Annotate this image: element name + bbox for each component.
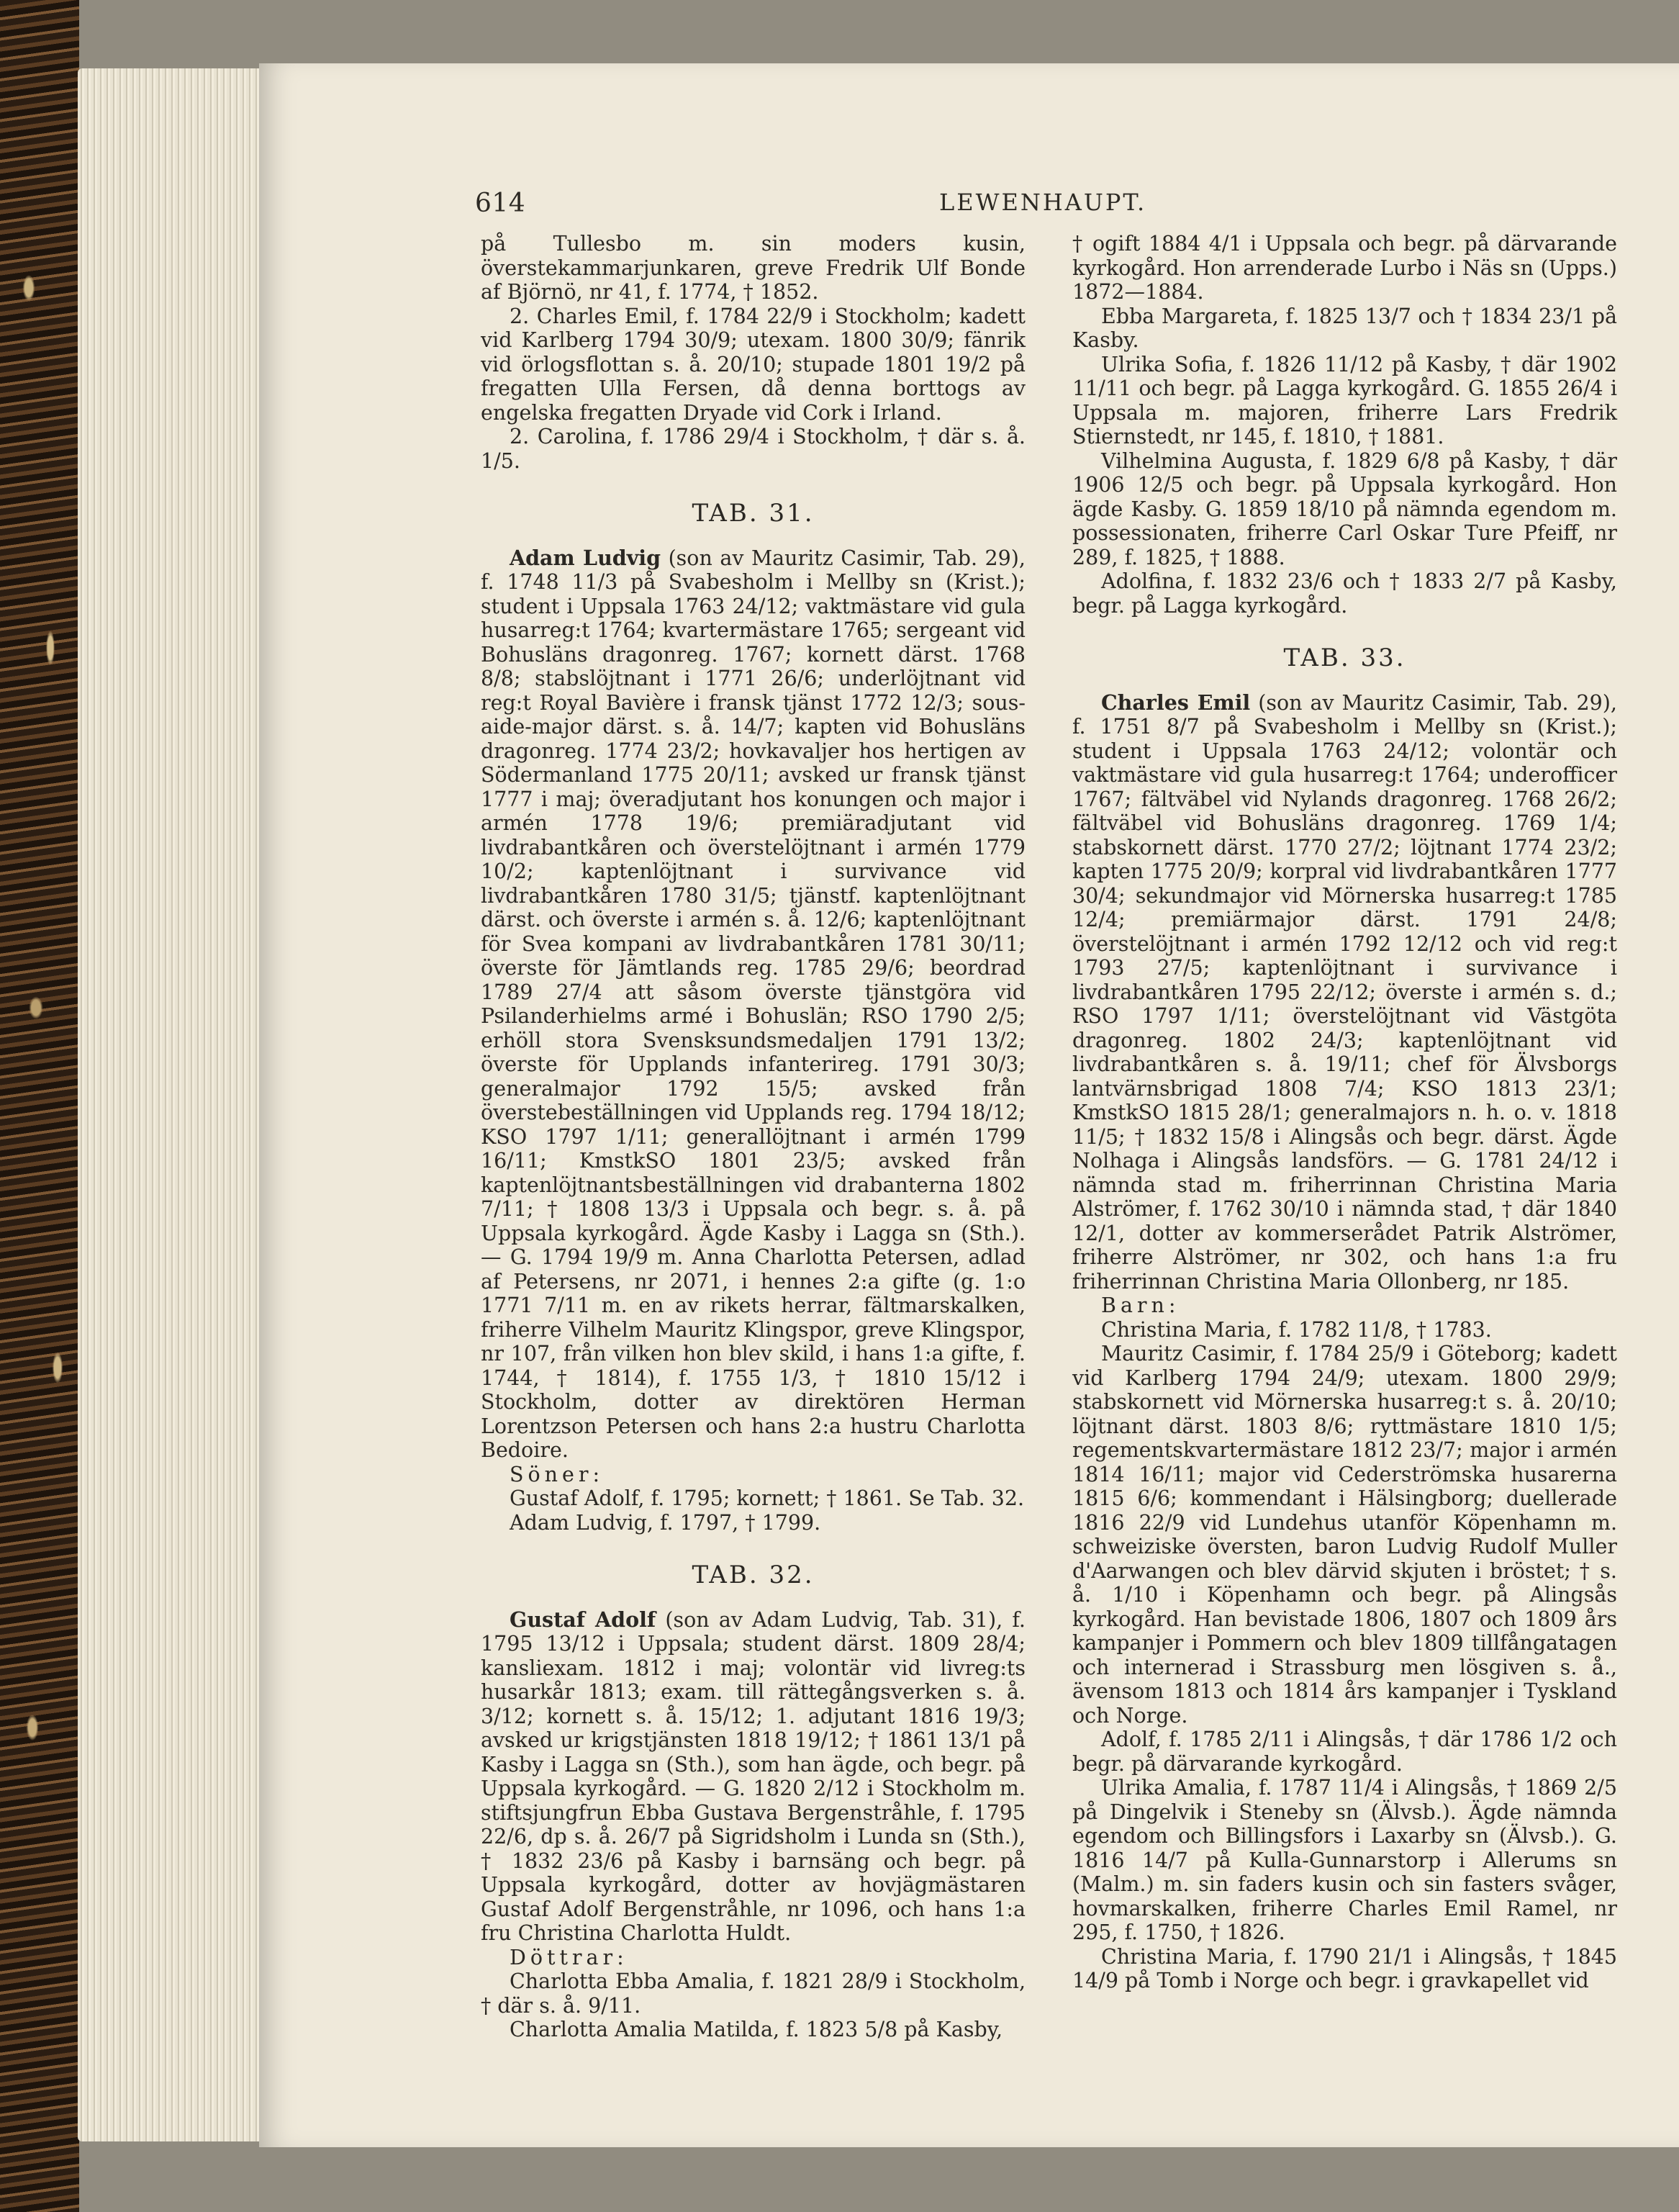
children-label: Döttrar: <box>510 1945 628 1969</box>
entry-name: Adam Ludvig <box>510 545 661 570</box>
child-entry: Vilhelmina Augusta, f. 1829 6/8 på Kasby, † där 1906 12/5 och begr. på Uppsala kyrkogård. Hon ägde Kasby. G. 1859 18/10 på nämnda egendom m. possessionaten, friherre Carl Oskar Ture Pfeiff, nr 289, f. 1825, † 1888. <box>1072 448 1617 569</box>
entry-name: Gustaf Adolf <box>510 1607 656 1632</box>
child-entry: Ebba Margareta, f. 1825 13/7 och † 1834 23/1 på Kasby. <box>1072 304 1617 352</box>
paragraph: 2. Carolina, f. 1786 29/4 i Stockholm, † där s. å. 1/5. <box>481 425 1026 473</box>
child-entry: Adolf, f. 1785 2/11 i Alingsås, † där 1786 1/2 och begr. på därvarande kyrkogård. <box>1072 1728 1617 1776</box>
child-entry: Charlotta Ebba Amalia, f. 1821 28/9 i Stockholm, † där s. å. 9/11. <box>481 1969 1026 2018</box>
child-entry: Charlotta Amalia Matilda, f. 1823 5/8 på Kasby, <box>510 2018 1003 2041</box>
entry <box>481 546 1026 1463</box>
entry <box>481 1608 1026 1946</box>
book-spine <box>0 0 79 2212</box>
paragraph: 2. Charles Emil, f. 1784 22/9 i Stockholm; kadett vid Karlberg 1794 30/9; utexam. 1800 30/9; fänrik vid örlogsflottan s. å. 20/10; stupade 1801 19/2 på fregatten Ulla Fersen, då denna borttogs av engelska fregatten Dryade vid Cork i Irland. <box>481 304 1026 425</box>
child-entry: Mauritz Casimir, f. 1784 25/9 i Göteborg; kadett vid Karlberg 1794 24/9; utexam. 1800 29/9; stabskornett vid Mörnerska husarreg:t s. å. 20/10; löjtnant därst. 1803 8/6; ryttmästare 1810 1/5; regementskvartermästare 1812 23/7; major i armén 1814 16/11; major vid Cederströmska husarerna 1815 6/6; kommendant i Hälsingborg; duellerade 1816 22/9 vid Lundehus utanför Köpenhamn m. schweiziske översten, baron Ludvig Rudolf Muller d'Aarwangen och blev därvid skjuten i bröstet; † s. å. 1/10 i Köpenhamn och begr. på Alingsås kyrkogård. Han bevistade 1806, 1807 och 1809 års kampanjer i Pommern och blev 1809 tillfångatagen och internerad i Strassburg men lösgiven s. å., ävensom 1813 och 1814 års kampanjer i Tyskland och Norge. <box>1072 1342 1617 1728</box>
right-column <box>1072 232 1617 2003</box>
running-head: LEWENHAUPT. <box>939 189 1147 216</box>
child-entry: Christina Maria, f. 1790 21/1 i Alingsås, † 1845 14/9 på Tomb i Norge och begr. i gravkapellet vid <box>1072 1944 1617 1992</box>
paragraph: på Tullesbo m. sin moders kusin, överstekammarjunkaren, greve Fredrik Ulf Bonde af Björnö, nr 41, f. 1774, † 1852. <box>481 232 1026 304</box>
children-label: Barn: <box>1101 1294 1180 1317</box>
section-heading: TAB. 33. <box>1283 644 1406 672</box>
entry-body: (son av Mauritz Casimir, Tab. 29), f. 1748 11/3 på Svabesholm i Mellby sn (Krist.); student i Uppsala 1763 24/12; vaktmästare vid gula husarreg:t 1764; kvartermästare 1765; sergeant vid Bohusläns dragonreg. 1767; kornett därst. 1768 8/8; stabslöjtnant i 1771 26/6; underlöjtnant vid reg:t Royal Bavière i fransk tjänst 1772 12/3; sous-aide-major därst. s. å. 14/7; kapten vid Bohusläns dragonreg. 1774 23/2; hovkavaljer hos hertigen av Södermanland 1775 20/11; avsked ur fransk tjänst 1777 i maj; överadjutant hos konungen och major i armén 1778 19/6; premiäradjutant vid livdrabantkåren och överstelöjtnant i armén 1779 10/2; kaptenlöjtnant i survivance vid livdrabantkåren 1780 31/5; tjänstf. kaptenlöjtnant därst. och överste i armén s. å. 12/6; kaptenlöjtnant för Svea kompani av livdrabantkåren 1781 30/11; överste för Jämtlands reg. 1785 29/6; beordrad 1789 27/4 att såsom överste tjänstgöra vid Psilanderhielms armé i Bohuslän; RSO 1790 2/5; erhöll stora Svensksundsmedaljen 1791 13/2; överste för Upplands infanterireg. 1791 30/3; generalmajor 1792 15/5; avsked från överstebeställningen vid Upplands reg. 1794 18/12; KSO 1797 1/11; generallöjtnant i armén 1799 16/11; KmstkSO 1801 23/5; avsked från kaptenlöjtnantsbeställningen vid drabanterna 1802 7/11; † 1808 13/3 i Uppsala och begr. s. å. på Uppsala kyrkogård. Ägde Kasby i Lagga sn (Sth.). — G. 1794 19/9 m. Anna Charlotta Petersen, adlad af Petersens, nr 2071, i hennes 2:a gifte (g. 1:o 1771 7/11 m. en av rikets herrar, fältmarskalken, friherre Vilhelm Mauritz Klingspor, greve Klingspor, nr 107, från vilken hon blev skild, i hans 1:a gifte, f. 1744, † 1814), f. 1755 1/3, † 1810 15/12 i Stockholm, dotter av direktören Herman Lorentzson Petersen och hans 2:a hustru Charlotta Bedoire. <box>481 546 1026 1462</box>
child-entry: Ulrika Amalia, f. 1787 11/4 i Alingsås, † 1869 2/5 på Dingelvik i Steneby sn (Älvsb.). Ägde nämnda egendom och Billingsfors i Laxarby sn (Älvsb.). G. 1816 14/7 på Kulla-Gunnarstorp i Allerums sn (Malm.) m. sin faders kusin och sin fasters svåger, hovmarskalken, friherre Charles Emil Ramel, nr 295, f. 1750, † 1826. <box>1072 1776 1617 1944</box>
left-column <box>481 232 1026 2041</box>
page-number: 614 <box>475 189 526 218</box>
entry-body: (son av Adam Ludvig, Tab. 31), f. 1795 13/12 i Uppsala; student därst. 1809 28/4; kansliexam. 1812 i maj; volontär vid livreg:ts husarkår 1813; exam. till rättegångsverken s. å. 3/12; kornett s. å. 15/12; 1. adjutant 1816 19/3; avsked ur krigstjänsten 1818 19/12; † 1861 13/1 på Kasby i Lagga sn (Sth.), som han ägde, och begr. på Uppsala kyrkogård. — G. 1820 2/12 i Stockholm m. stiftsjungfrun Ebba Gustava Bergenstråhle, f. 1795 22/6, dp s. å. 26/7 på Sigridsholm i Lunda sn (Sth.), † 1832 23/6 på Kasby i barnsäng och begr. på Uppsala kyrkogård, dotter av hovjägmästaren Gustaf Adolf Bergenstråhle, nr 1096, och hans 1:a fru Christina Charlotta Huldt. <box>481 1607 1026 1945</box>
entry-name: Charles Emil <box>1101 690 1251 715</box>
child-entry: Christina Maria, f. 1782 11/8, † 1783. <box>1101 1317 1492 1342</box>
child-entry: Gustaf Adolf, f. 1795; kornett; † 1861. Se Tab. 32. <box>510 1486 1025 1510</box>
page-edges <box>78 68 265 2141</box>
paragraph: † ogift 1884 4/1 i Uppsala och begr. på därvarande kyrkogård. Hon arrenderade Lurbo i Näs sn (Upps.) 1872—1884. <box>1072 232 1617 304</box>
entry <box>1072 691 1617 1294</box>
children-label: Söner: <box>510 1462 605 1486</box>
child-entry: Ulrika Sofia, f. 1826 11/12 på Kasby, † där 1902 11/11 och begr. på Lagga kyrkogård. G. 1855 26/4 i Uppsala m. majoren, friherre Lars Fredrik Stiernstedt, nr 145, f. 1810, † 1881. <box>1072 352 1617 448</box>
section-heading: TAB. 31. <box>692 499 815 528</box>
child-entry: Adolfina, f. 1832 23/6 och † 1833 2/7 på Kasby, begr. på Lagga kyrkogård. <box>1072 569 1617 618</box>
child-entry: Adam Ludvig, f. 1797, † 1799. <box>510 1510 821 1535</box>
entry-body: (son av Mauritz Casimir, Tab. 29), f. 1751 8/7 på Svabesholm i Mellby sn (Krist.); student i Uppsala 1763 24/12; volontär och vaktmästare vid gula husarreg:t 1764; underofficer 1767; fältväbel vid Nylands dragonreg. 1768 26/2; fältväbel vid Bohusläns dragonreg. 1769 1/4; stabskornett därst. 1770 27/2; löjtnant 1774 23/2; kapten 1775 20/9; korpral vid livdrabantkåren 1777 30/4; sekundmajor vid Mörnerska husarreg:t 1785 12/4; premiärmajor därst. 1791 24/8; överstelöjtnant i armén 1792 12/12 och vid reg:t 1793 27/5; kaptenlöjtnant i survivance i livdrabantkåren 1795 22/12; överste i armén s. d.; RSO 1797 1/11; överstelöjtnant vid Västgöta dragonreg. 1802 24/3; kaptenlöjtnant vid livdrabantkåren s. å. 19/11; chef för Älvsborgs lantvärnsbrigad 1808 7/4; KSO 1813 23/1; KmstkSO 1815 28/1; generalmajors n. h. o. v. 1818 11/5; † 1832 15/8 i Alingsås och begr. därst. Ägde Nolhaga i Alingsås landsförs. — G. 1781 24/12 i nämnda stad m. friherrinnan Christina Maria Alströmer, f. 1762 30/10 i nämnda stad, † där 1840 12/1, dotter av kommerserådet Patrik Alströmer, friherre Alströmer, nr 302, och hans 1:a fru friherrinnan Christina Maria Ollonberg, nr 185. <box>1072 690 1617 1294</box>
section-heading: TAB. 32. <box>692 1561 815 1589</box>
